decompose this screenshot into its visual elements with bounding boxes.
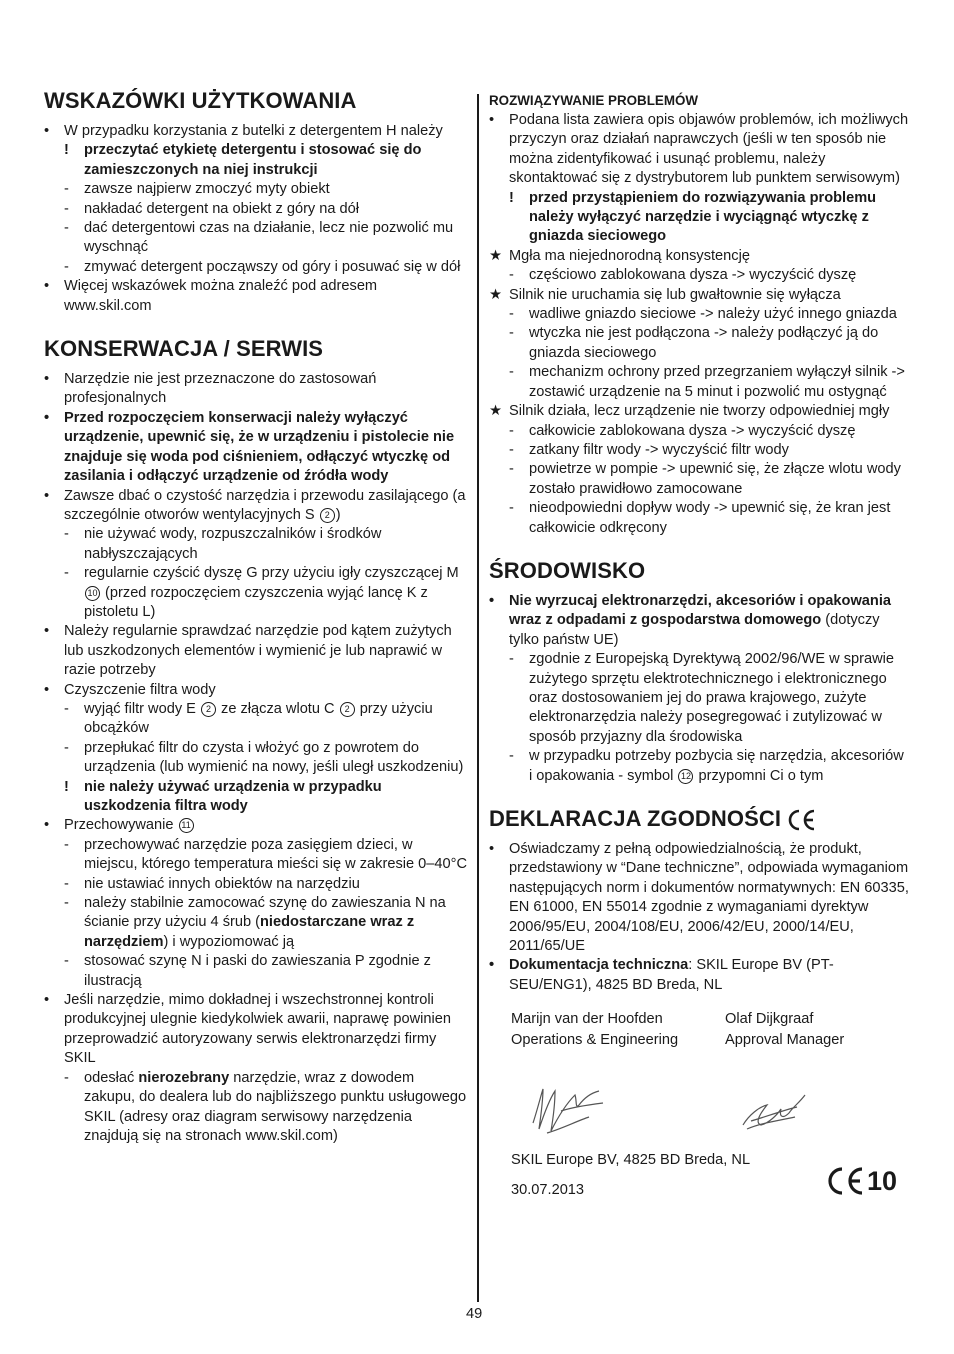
sub-item: - wadliwe gniazdo sieciowe -> należy użyć innego gniazda bbox=[509, 306, 897, 323]
column-divider bbox=[477, 94, 479, 1302]
list-item: • W przypadku korzystania z butelki z detergentem H należy bbox=[44, 123, 443, 139]
figure-ref-11: 11 bbox=[179, 818, 194, 833]
sub-item: - wtyczka nie jest podłączona -> należy podłączyć ją do gniazda sieciowego bbox=[509, 325, 879, 361]
signature-2-image bbox=[737, 1089, 813, 1135]
sub-item: - wyjąć filtr wody E 2 ze złącza wlotu C 2 przy użyciu obcążków bbox=[64, 700, 433, 737]
page-number: 49 bbox=[466, 1306, 483, 1322]
figure-ref-10: 10 bbox=[85, 586, 100, 601]
ce-mark-icon bbox=[787, 809, 817, 831]
section-environment bbox=[489, 558, 911, 786]
signature-1-image bbox=[527, 1081, 609, 1139]
section-title-conformity: DEKLARACJA ZGODNOŚCI bbox=[489, 806, 911, 832]
section-troubleshooting bbox=[489, 92, 911, 538]
star-icon: ★ bbox=[489, 286, 503, 303]
problem-item: ★ Silnik nie uruchamia się lub gwałtownie się wyłącza bbox=[489, 286, 911, 305]
list-item: • Podana lista zawiera opis objawów problemów, ich możliwych przyczyn oraz działań naprawczych (jeśli w ten sposób nie można zidentyfikować i usunąć problemu, należy skontaktować się z dystrybutorem lub punktem serwisowym) bbox=[489, 112, 909, 187]
list-item: • Zawsze dbać o czystość narzędzia i przewodu zasilającego (a szczególnie otworów wentylacyjnych S 2 ) bbox=[44, 487, 466, 523]
warning-item: ! przeczytać etykietę detergentu i stosować się do zamieszczonych na niej instrukcji bbox=[64, 142, 422, 178]
ce-mark-icon bbox=[827, 1167, 865, 1195]
left-column bbox=[44, 88, 468, 1166]
ce-year: 10 bbox=[867, 1165, 898, 1196]
sub-item: - zatkany filtr wody -> wyczyścić filtr wody bbox=[509, 441, 789, 458]
right-column bbox=[489, 92, 911, 1209]
sub-item: - nie używać wody, rozpuszczalników i środków nabłyszczających bbox=[64, 526, 382, 562]
list-item: • Jeśli narzędzie, mimo dokładnej i wszechstronnej kontroli produkcyjnej ulegnie kiedykolwiek awarii, naprawę powinien przeprowadzić autoryzowany serwis elektronarzędzi firmy SKIL bbox=[44, 992, 451, 1067]
sub-item: - nakładać detergent na obiekt z góry na dół bbox=[64, 200, 360, 217]
sub-item: - częściowo zablokowana dysza -> wyczyścić dyszę bbox=[509, 267, 857, 284]
list-item: • Narzędzie nie jest przeznaczone do zastosowań profesjonalnych bbox=[44, 371, 377, 407]
section-title-usage: WSKAZÓWKI UŻYTKOWANIA bbox=[44, 88, 357, 113]
list-item: • Dokumentacja techniczna: SKIL Europe BV (PT-SEU/ENG1), 4825 BD Breda, NL bbox=[489, 957, 834, 993]
list-item: • Więcej wskazówek można znaleźć pod adresem www.skil.com bbox=[44, 278, 378, 314]
section-title-troubleshooting: ROZWIĄZYWANIE PROBLEMÓW bbox=[489, 93, 699, 108]
sub-item: - nieodpowiedni dopływ wody -> upewnić się, że kran jest całkowicie odkręcony bbox=[509, 500, 891, 536]
figure-ref-2: 2 bbox=[340, 702, 355, 717]
signatory-2: Olaf Dijkgraaf Approval Manager bbox=[725, 1011, 845, 1048]
list-item: • Nie wyrzucaj elektronarzędzi, akcesoriów i opakowania wraz z odpadami z gospodarstwa domowego (dotyczy tylko państw UE) bbox=[489, 592, 892, 648]
sub-item: - mechanizm ochrony przed przegrzaniem wyłączył silnik -> zostawić urządzenie na 5 minut i pozwolić mu ostygnąć bbox=[509, 364, 905, 400]
star-icon: ★ bbox=[489, 247, 503, 264]
sub-item: - zmywać detergent począwszy od góry i posuwać się w dół bbox=[64, 258, 461, 275]
signatory-1: Marijn van der Hoofden Operations & Engineering bbox=[511, 1011, 679, 1048]
sub-item: - dać detergentowi czas na działanie, lecz nie pozwolić mu wyschnąć bbox=[64, 220, 454, 256]
list-item: • Oświadczamy z pełną odpowiedzialnością, że produkt, przedstawiony w “Dane techniczne”, odpowiada wymaganiom następujących norm i dokumentów normatywnych: EN 60335, EN 61000, EN 55014 zgodnie z wymaganiami dyrektyw 2006/95/EU, 2004/108/EU, 2006/42/EU, 2000/14/EU, 2011/65/UE bbox=[489, 841, 909, 955]
list-item: • Należy regularnie sprawdzać narzędzie pod kątem zużytych lub uszkodzonych elementów i wymienić je lub naprawić w razie potrzeby bbox=[44, 623, 452, 679]
sub-item: - powietrze w pompie -> upewnić się, że złącze wlotu wody zostało prawidłowo zamocowane bbox=[509, 461, 901, 497]
section-usage-tips bbox=[44, 88, 468, 316]
figure-ref-2: 2 bbox=[201, 702, 216, 717]
sub-item: - odesłać nierozebrany narzędzie, wraz z dowodem zakupu, do dealera lub do najbliższego punktu usługowego SKIL (adresy oraz diagram serwisowy narzędzenia znajdują się na stronach www.skil.com) bbox=[64, 1069, 467, 1144]
star-icon: ★ bbox=[489, 403, 503, 420]
list-item: • Przechowywanie 11 bbox=[44, 816, 468, 835]
problem-item: ★ Silnik działa, lecz urządzenie nie tworzy odpowiedniej mgły bbox=[489, 402, 911, 421]
section-title-maintenance: KONSERWACJA / SERWIS bbox=[44, 336, 324, 362]
sub-item: - nie ustawiać innych obiektów na narzędziu bbox=[64, 875, 360, 892]
problem-item: ★ Mgła ma niejednorodną konsystencję bbox=[489, 247, 911, 266]
section-conformity bbox=[489, 806, 911, 1209]
sub-item: - stosować szynę N i paski do zawieszania P zgodnie z ilustracją bbox=[64, 953, 431, 989]
declaration-date: 30.07.2013 bbox=[511, 1182, 585, 1199]
company-address: SKIL Europe BV, 4825 BD Breda, NL bbox=[511, 1152, 751, 1169]
sub-item: - przepłukać filtr do czysta i włożyć go z powrotem do urządzenia (lub wymienić na nowy, jeśli uległ uszkodzeniu) bbox=[64, 739, 464, 776]
warning-item: ! nie należy używać urządzenia w przypadku uszkodzenia filtra wody bbox=[64, 778, 382, 814]
signature-block bbox=[489, 1009, 911, 1209]
list-item: • Czyszczenie filtra wody bbox=[44, 681, 216, 698]
section-title-environment: ŚRODOWISKO bbox=[489, 557, 646, 583]
section-maintenance bbox=[44, 336, 468, 1146]
sub-item: - całkowicie zablokowana dysza -> wyczyścić dyszę bbox=[509, 422, 856, 439]
sub-item: - zawsze najpierw zmoczyć myty obiekt bbox=[64, 181, 330, 198]
figure-ref-2: 2 bbox=[320, 508, 335, 523]
sub-item: - należy stabilnie zamocować szynę do zawieszania N na ścianie przy użyciu 4 śrub (niedostarczane wraz z narzędziem) i wypoziomować ją bbox=[64, 895, 446, 950]
sub-item: - regularnie czyścić dyszę G przy użyciu igły czyszczącej M 10 (przed rozpoczęciem czyszczenia wyjąć lancę K z pistoletu L) bbox=[64, 565, 459, 620]
sub-item: - przechowywać narzędzie poza zasięgiem dzieci, w miejscu, którego temperatura mieści się w zakresie 0–40°C bbox=[64, 836, 467, 873]
warning-item: ! przed przystąpieniem do rozwiązywania problemu należy wyłączyć narzędzie i wyciągnąć wtyczkę z gniazda sieciowego bbox=[509, 189, 877, 245]
list-item: • Przed rozpoczęciem konserwacji należy wyłączyć urządzenie, upewnić się, że w urządzeniu i pistolecie nie znajduje się woda pod ciśnieniem, odłączyć wtyczkę od zasilania i odłączyć urządzenie od źródła wody bbox=[44, 409, 455, 485]
sub-item: - w przypadku potrzeby pozbycia się narzędzia, akcesoriów i opakowania - symbol 12 przypomni Ci o tym bbox=[509, 748, 904, 784]
sub-item: - zgodnie z Europejską Dyrektywą 2002/96/WE w sprawie zużytego sprzętu elektrotechnicznego i elektronicznego oraz dostosowaniem jej do prawa krajowego, zużyte elektronarzędzia należy posegregować i zutylizować w sposób przyjazny dla środowiska bbox=[509, 651, 895, 745]
ce-mark-footer bbox=[827, 1167, 897, 1195]
figure-ref-12: 12 bbox=[678, 769, 693, 784]
